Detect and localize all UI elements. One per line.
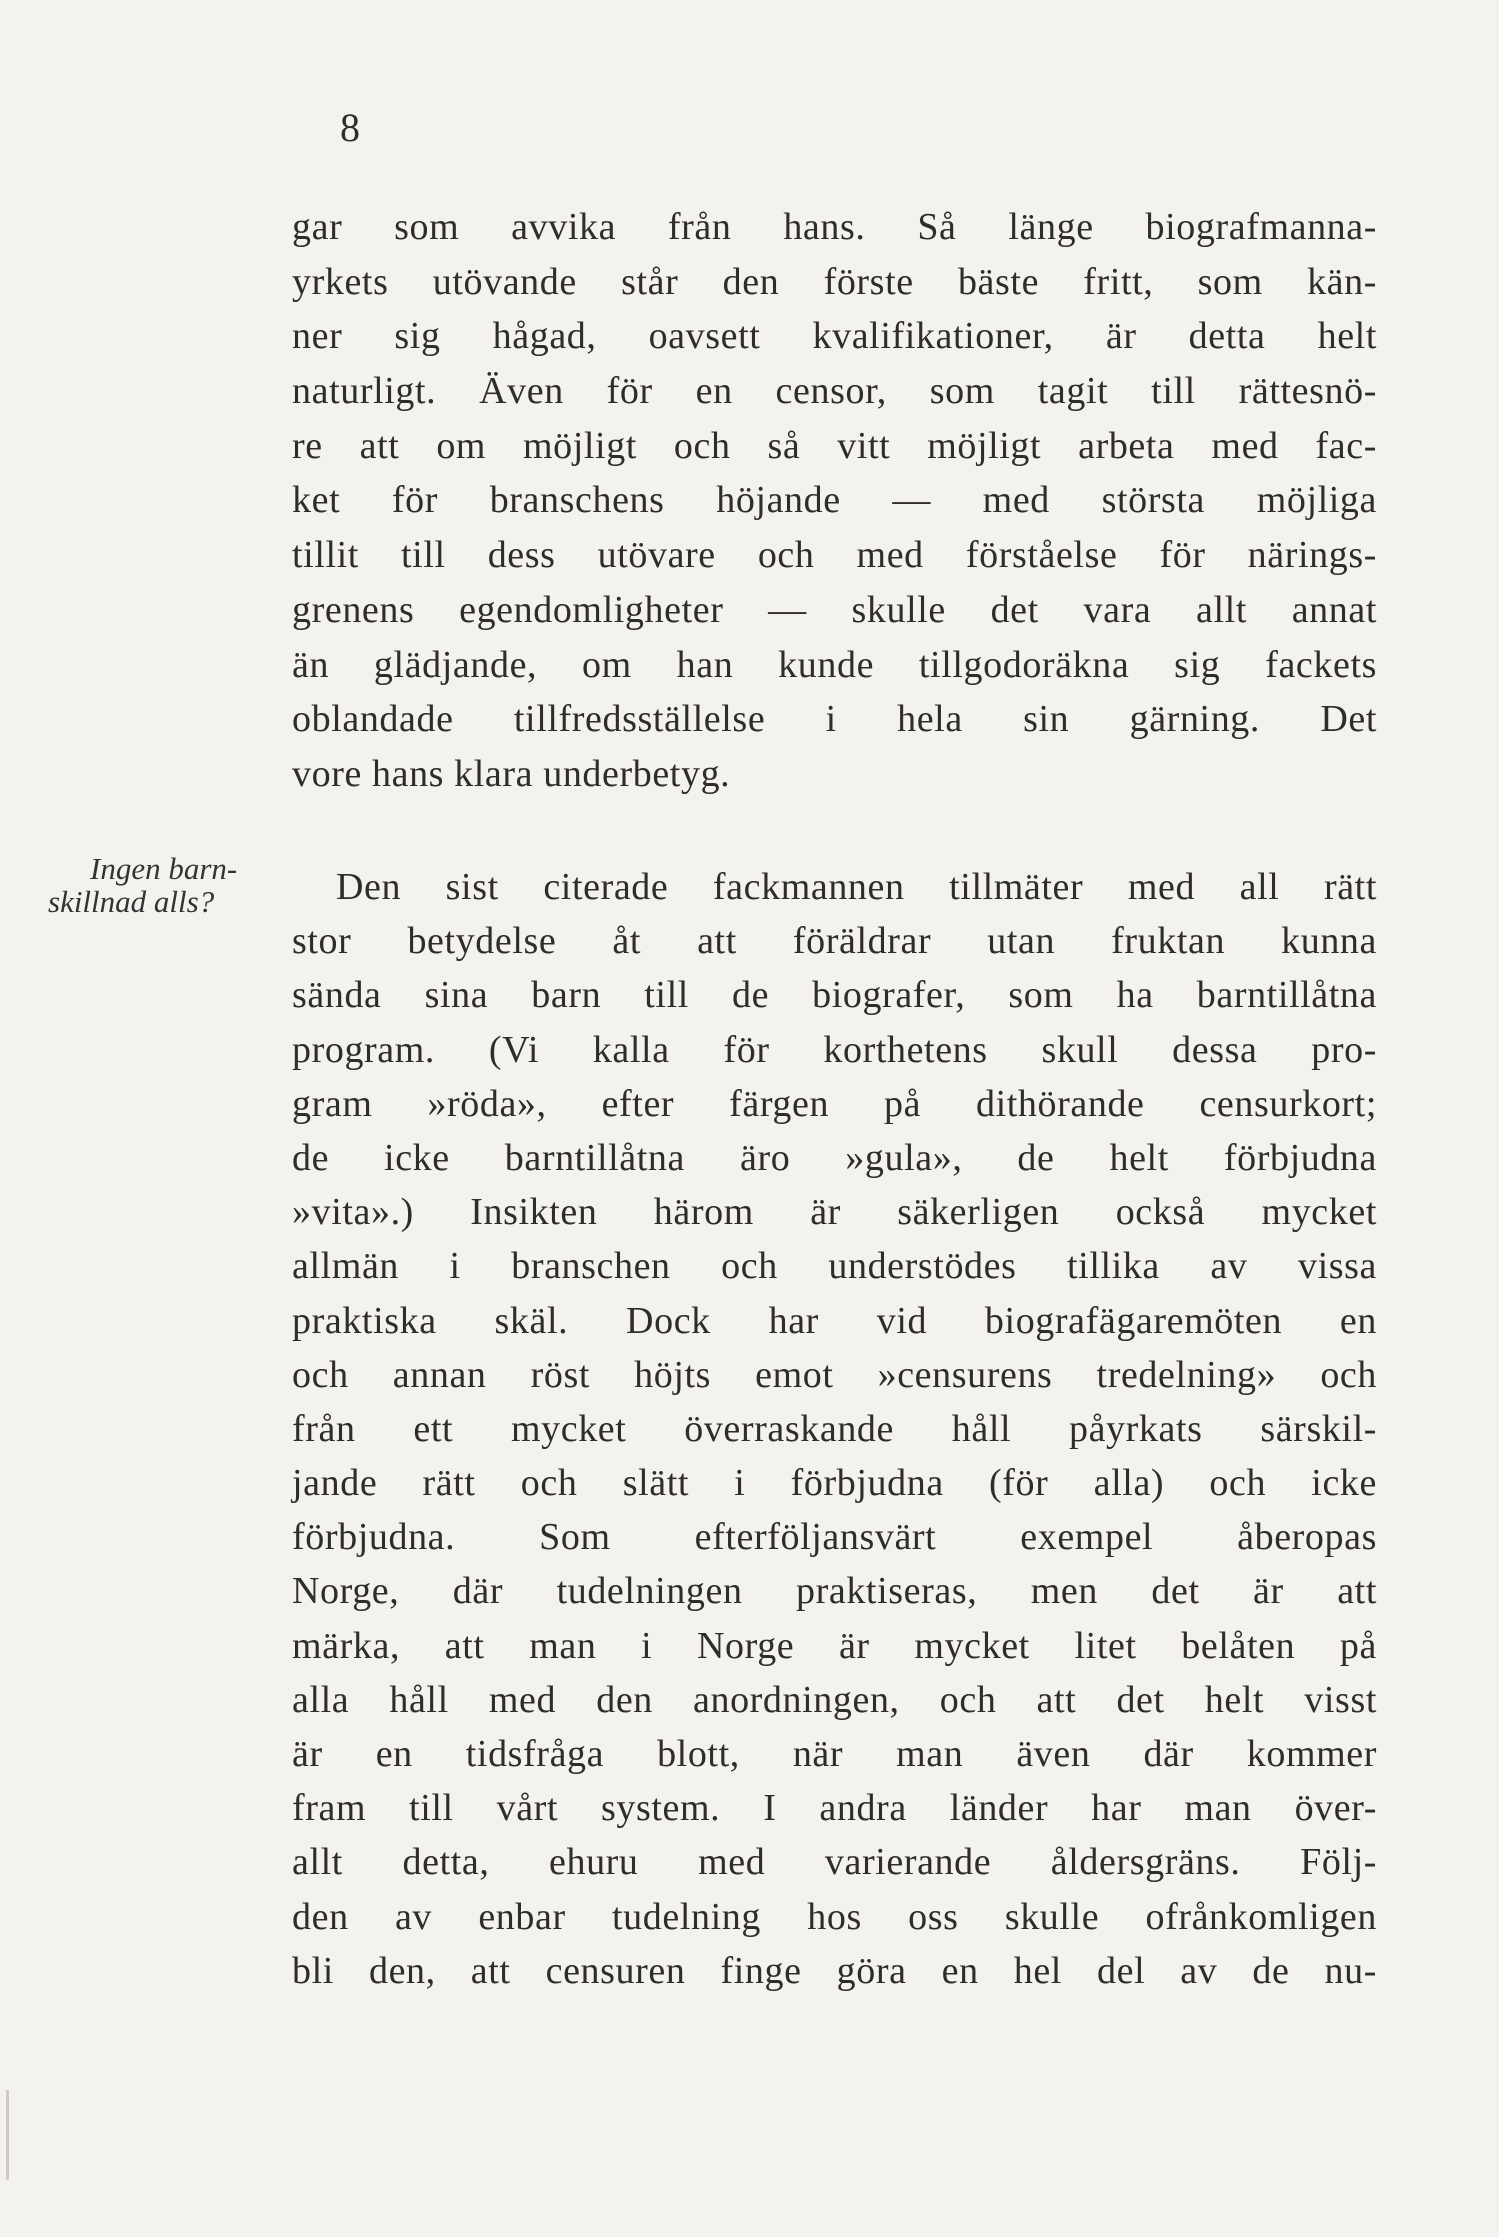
text-line: de icke barntillåtna äro »gula», de helt förbjudna	[292, 1136, 1377, 1179]
text-line: gar som avvika från hans. Så länge biografmanna-	[292, 206, 1377, 248]
text-line: förbjudna. Som efterföljansvärt exempel åberopas	[292, 1516, 1377, 1559]
text-line: program. (Vi kalla för korthetens skull dessa pro-	[292, 1028, 1377, 1071]
page-edge-mark	[6, 2090, 9, 2180]
marginal-note-line: skillnad alls?	[48, 884, 215, 919]
text-line: märka, att man i Norge är mycket litet belåten på	[292, 1624, 1377, 1667]
text-line: och annan röst höjts emot »censurens tredelning» och	[292, 1353, 1377, 1396]
text-line: än glädjande, om han kunde tillgodoräkna sig fackets	[292, 643, 1377, 686]
text-line: jande rätt och slätt i förbjudna (för alla) och icke	[292, 1462, 1377, 1505]
text-line: ket för branschens höjande — med största möjliga	[292, 479, 1377, 522]
text-line: allt detta, ehuru med varierande åldersgräns. Följ-	[292, 1841, 1377, 1884]
text-line: den av enbar tudelning hos oss skulle ofrånkomligen	[292, 1895, 1377, 1938]
paragraph-1	[292, 200, 1377, 802]
text-line: bli den, att censuren finge göra en hel del av de nu-	[292, 1949, 1377, 1992]
marginal-note-line: Ingen barn-	[90, 851, 238, 886]
text-line: stor betydelse åt att föräldrar utan fruktan kunna	[292, 920, 1377, 963]
text-line: »vita».) Insikten härom är säkerligen också mycket	[292, 1191, 1377, 1234]
text-line: naturligt. Även för en censor, som tagit till rättesnö-	[292, 370, 1377, 413]
text-line: alla håll med den anordningen, och att det helt visst	[292, 1678, 1377, 1721]
text-line: tillit till dess utövare och med förståelse för närings-	[292, 534, 1377, 577]
text-line: praktiska skäl. Dock har vid biografägaremöten en	[292, 1299, 1377, 1342]
page-number: 8	[340, 105, 361, 150]
text-line: är en tidsfråga blott, när man även där kommer	[292, 1733, 1377, 1775]
text-line: sända sina barn till de biografer, som ha barntillåtna	[292, 974, 1377, 1017]
text-line-last: vore hans klara underbetyg.	[292, 752, 731, 795]
text-line: fram till vårt system. I andra länder har man över-	[292, 1787, 1377, 1830]
text-line: yrkets utövande står den förste bäste fritt, som kän-	[292, 260, 1377, 303]
marginal-note	[48, 852, 298, 918]
text-line: grenens egendomligheter — skulle det vara allt annat	[292, 588, 1377, 631]
text-line: oblandade tillfredsställelse i hela sin gärning. Det	[292, 698, 1377, 741]
text-line: från ett mycket överraskande håll påyrkats särskil-	[292, 1407, 1377, 1450]
text-line: re att om möjligt och så vitt möjligt arbeta med fac-	[292, 424, 1377, 467]
text-line: ner sig hågad, oavsett kvalifikationer, är detta helt	[292, 315, 1377, 358]
paragraph-2	[292, 860, 1377, 1998]
text-line: gram »röda», efter färgen på dithörande censurkort;	[292, 1082, 1377, 1125]
text-line: allmän i branschen och understödes tillika av vissa	[292, 1245, 1377, 1288]
text-line: Norge, där tudelningen praktiseras, men det är att	[292, 1570, 1377, 1613]
text-line-indented: Den sist citerade fackmannen tillmäter med all rätt	[336, 866, 1377, 908]
